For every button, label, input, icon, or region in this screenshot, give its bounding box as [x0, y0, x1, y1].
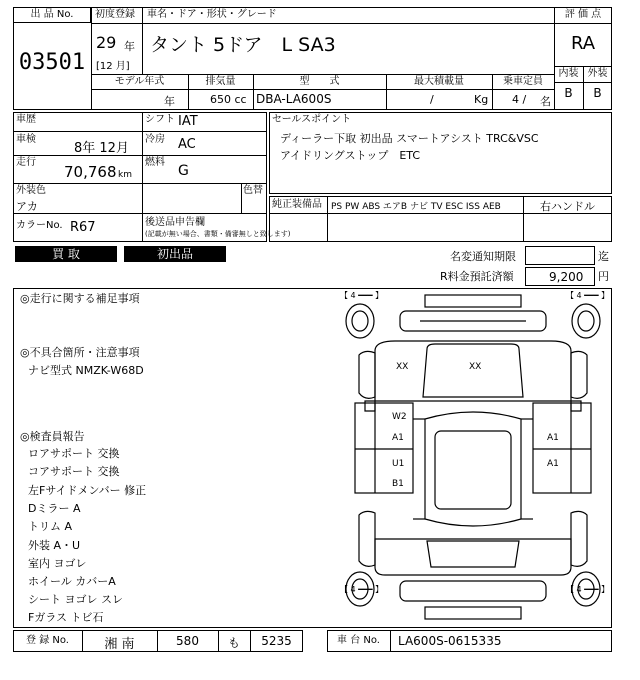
fuel: G — [178, 163, 189, 179]
equipment-label: 純正装備品 — [272, 199, 322, 210]
ext-color: アカ — [16, 200, 38, 213]
mileage: 70,768 — [64, 163, 117, 181]
inspector-item: ホイール カバーA — [28, 575, 116, 588]
mark-xx-center: XX — [469, 362, 482, 372]
first-listing-tag: 初出品 — [124, 246, 226, 262]
mark-w2: W2 — [392, 412, 407, 422]
max-load-unit: Kg — [474, 93, 489, 106]
divider — [91, 23, 612, 24]
capacity-unit: 名 — [540, 95, 551, 108]
divider — [91, 74, 554, 75]
interior-grade: B — [564, 86, 573, 100]
equipment: PS PW ABS エアB ナビ TV ESC ISS AEB — [331, 202, 501, 212]
color-no-label: カラーNo. — [16, 220, 63, 231]
reg-number: 5235 — [261, 634, 292, 648]
reg-label: 登 録 No. — [26, 635, 69, 646]
reg-kana: も — [227, 636, 240, 650]
docs-label: 後送品申告欄 — [145, 217, 205, 228]
grade: RA — [570, 33, 596, 54]
inspection: 8年 12月 — [74, 141, 129, 156]
recycle-value: 9,200 — [549, 270, 584, 284]
name-change-label: 名変通知期限 — [450, 250, 516, 263]
model-year-label: モデル年式 — [114, 76, 165, 87]
mileage-unit: km — [118, 170, 132, 180]
car-name-label: 車名・ドア・形状・グレード — [147, 9, 277, 20]
history-label: 車歴 — [16, 114, 36, 125]
divider — [91, 89, 554, 90]
model-year-unit: 年 — [164, 95, 175, 108]
divider — [13, 213, 267, 214]
inspector-item: Dミラー A — [28, 502, 81, 515]
inspector-item: コアサポート 交換 — [28, 465, 120, 478]
interior-label: 内装 — [558, 68, 579, 79]
displacement: 650 cc — [210, 93, 247, 106]
lot-no: 03501 — [18, 50, 86, 75]
exterior-label: 外装 — [587, 68, 608, 79]
aircon: AC — [178, 137, 196, 152]
chassis-label: 車 台 No. — [337, 635, 380, 646]
first-reg-year: 29 — [96, 33, 117, 52]
type: DBA-LA600S — [256, 92, 332, 106]
mark-xx-left: XX — [396, 362, 409, 372]
divider — [390, 630, 391, 652]
color-change-label: 色替 — [243, 185, 263, 196]
steering: 右ハンドル — [540, 200, 595, 213]
divider — [142, 112, 143, 213]
inspector-item: 左Fサイドメンバー 修正 — [28, 484, 147, 497]
sales-points-line1: ディーラー下取 初出品 スマートアシスト TRC&VSC — [280, 132, 539, 145]
inspector-item: トリム A — [28, 520, 73, 533]
reg-class: 580 — [176, 634, 199, 648]
capacity: 4 / — [512, 93, 527, 106]
recycle-label: R料金預託済額 — [440, 270, 514, 283]
fuel-label: 燃料 — [145, 157, 165, 168]
inspection-label: 車検 — [16, 134, 36, 145]
inspector-item: 室内 ヨゴレ — [28, 557, 87, 570]
buy-tag: 買 取 — [15, 246, 117, 262]
name-change-unit: 迄 — [598, 250, 609, 263]
divider — [241, 183, 242, 213]
chassis: LA600S-0615335 — [398, 634, 502, 648]
divider — [13, 183, 267, 184]
inspector-item: ロアサポート 交換 — [28, 447, 120, 460]
driving-title: ◎走行に関する補足事項 — [20, 292, 140, 305]
defects-title: ◎不具合箇所・注意事項 — [20, 346, 140, 359]
inspector-item: 外装 A・U — [28, 539, 81, 552]
inspector-title: ◎検査員報告 — [20, 430, 85, 443]
max-load-slash: / — [430, 93, 434, 106]
tire-fr-label: 【 4 ━━━ 】 — [566, 291, 610, 300]
displacement-label: 排気量 — [205, 76, 236, 87]
ext-color-label: 外装色 — [16, 185, 46, 196]
sales-points-line2: アイドリングストップ ETC — [280, 149, 421, 162]
car-name: タント 5ドア L SA3 — [150, 34, 336, 56]
lot-no-label: 出 品 No. — [30, 9, 74, 20]
type-label: 型 式 — [299, 76, 340, 87]
tire-rr-label: 【 4 ━━━ 】 — [566, 585, 610, 594]
inspector-item: シート ヨゴレ スレ — [28, 593, 123, 606]
color-no: R67 — [70, 220, 96, 235]
first-reg-label: 初度登録 — [95, 9, 135, 20]
defects-line: ナビ型式 NMZK-W68D — [28, 364, 144, 377]
mark-a1-right-top: A1 — [547, 433, 559, 443]
tire-fl-label: 【 4 ━━━ 】 — [340, 291, 384, 300]
divider — [327, 196, 328, 213]
inspector-item: Fガラス トビ石 — [28, 611, 104, 624]
exterior-grade: B — [593, 86, 602, 100]
mark-a1-right-bottom: A1 — [547, 459, 559, 469]
name-change-box — [525, 246, 595, 265]
divider — [142, 7, 143, 74]
divider — [327, 213, 328, 242]
divider — [13, 131, 267, 132]
docs-note: (記載が無い場合、書類・備審無しと致します) — [145, 230, 291, 238]
tire-rl-label: 【 4 ━━━ 】 — [340, 585, 384, 594]
reg-area: 湘 南 — [104, 637, 135, 652]
divider — [13, 155, 267, 156]
divider — [142, 213, 143, 242]
first-reg-month: [12 月] — [96, 61, 130, 72]
grade-label: 評 価 点 — [564, 9, 602, 20]
capacity-label: 乗車定員 — [503, 76, 543, 87]
shift-label: シフト — [145, 114, 175, 125]
mark-b1: B1 — [392, 479, 404, 489]
shift: IAT — [178, 114, 198, 129]
aircon-label: 冷房 — [145, 134, 165, 145]
car-diagram — [335, 289, 611, 627]
divider — [554, 82, 612, 83]
mark-u1: U1 — [392, 459, 405, 469]
sales-points-label: セールスポイント — [272, 114, 352, 125]
max-load-label: 最大積載量 — [414, 76, 464, 87]
recycle-unit: 円 — [598, 270, 609, 283]
mileage-label: 走行 — [16, 157, 36, 168]
year-unit: 年 — [124, 40, 135, 53]
mark-a1-left: A1 — [392, 433, 404, 443]
